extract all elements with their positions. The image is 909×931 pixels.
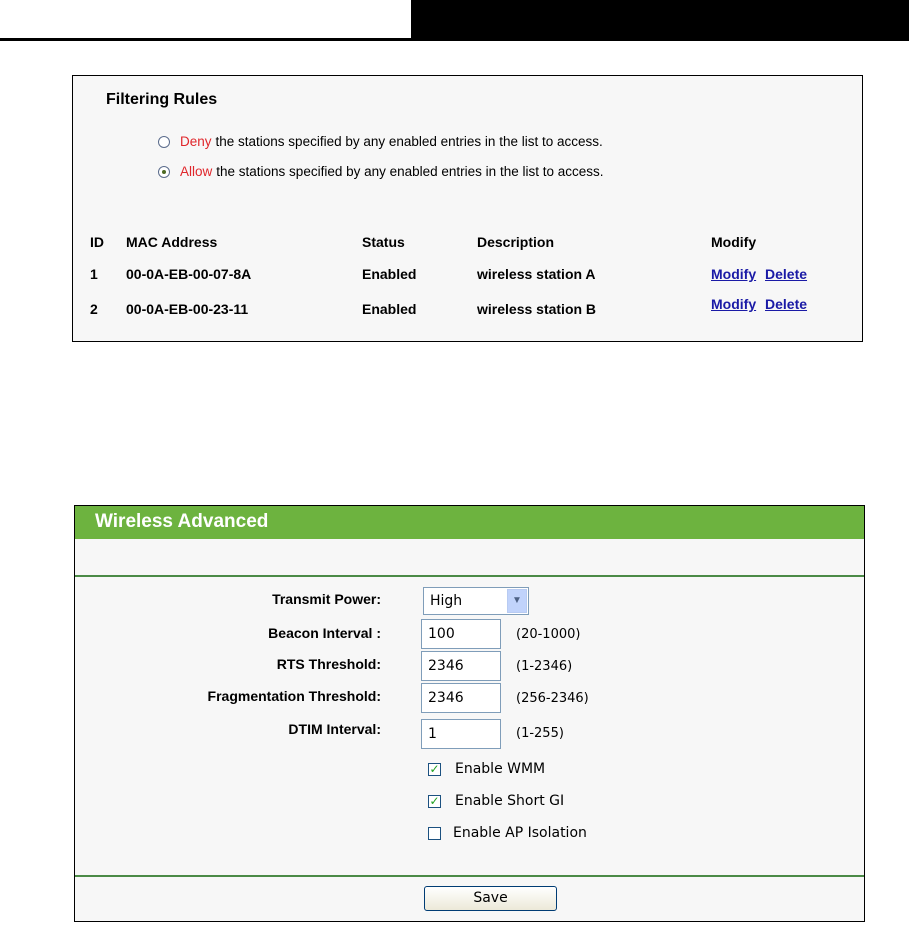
allow-radio[interactable] [158,166,170,178]
header-rule [0,38,909,41]
wireless-advanced-panel [74,505,865,922]
table-row-1-modify-link[interactable]: Modify [711,266,757,282]
check-icon: ✓ [429,761,440,776]
fragmentation-threshold-input[interactable]: 2346 [421,683,501,713]
fragmentation-threshold-label: Fragmentation Threshold: [207,688,381,704]
transmit-power-value: High [430,593,463,609]
enable-ap-isolation-option[interactable] [428,825,587,841]
table-row-2-status: Enabled [362,301,417,317]
allow-keyword: Allow [180,164,213,179]
table-row-1-delete-link[interactable]: Delete [765,266,808,282]
transmit-power-select[interactable] [423,587,529,615]
enable-short-gi-option[interactable] [428,793,564,809]
rts-threshold-input[interactable]: 2346 [421,651,501,681]
table-row-1-mac: 00-0A-EB-00-07-8A [126,266,252,282]
enable-short-gi-checkbox[interactable] [428,795,441,808]
panel-title: Wireless Advanced [95,511,269,532]
enable-short-gi-label: Enable Short GI [455,793,565,809]
save-button[interactable]: Save [424,886,557,911]
col-header-description: Description [477,234,555,250]
beacon-interval-label: Beacon Interval : [268,625,381,641]
col-header-mac: MAC Address [126,234,218,250]
table-row-2-delete-link[interactable]: Delete [765,296,808,312]
deny-keyword: Deny [180,134,212,149]
table-row-2-modify-link[interactable]: Modify [711,296,757,312]
check-icon: ✓ [429,793,440,808]
deny-option[interactable] [158,134,603,149]
dtim-interval-range: (1-255) [516,726,564,741]
rts-threshold-label: RTS Threshold: [276,656,381,672]
col-header-id: ID [90,234,104,250]
filtering-rules-title: Filtering Rules [106,91,218,108]
dtim-interval-label: DTIM Interval: [288,721,381,737]
header-bar-block [411,0,909,41]
table-row-1-status: Enabled [362,266,417,282]
enable-wmm-checkbox[interactable] [428,763,441,776]
fragmentation-threshold-range: (256-2346) [516,691,589,706]
top-divider [75,575,864,577]
allow-option[interactable] [158,164,604,179]
table-row-2-description: wireless station B [477,301,597,317]
transmit-power-label: Transmit Power: [272,591,381,607]
col-header-modify: Modify [711,234,757,250]
beacon-interval-range: (20-1000) [516,627,581,642]
enable-wmm-label: Enable WMM [455,761,546,777]
enable-ap-isolation-checkbox[interactable] [428,827,441,840]
table-row-1-id: 1 [90,266,98,282]
dtim-interval-input[interactable]: 1 [421,719,501,749]
table-row-2-mac: 00-0A-EB-00-23-11 [126,301,249,317]
panel-header [75,506,864,539]
bottom-divider [75,875,864,877]
col-header-status: Status [362,234,405,250]
filtering-rules-panel [72,75,863,342]
rts-threshold-range: (1-2346) [516,659,573,674]
beacon-interval-input[interactable]: 100 [421,619,501,649]
deny-radio[interactable] [158,136,170,148]
enable-wmm-option[interactable] [428,761,545,777]
deny-text: the stations specified by any enabled entries in the list to access. [215,134,603,149]
allow-text: the stations specified by any enabled entries in the list to access. [216,164,604,179]
table-row-2-id: 2 [90,301,98,317]
table-row-1-description: wireless station A [477,266,596,282]
chevron-down-icon[interactable]: ▼ [507,589,527,613]
enable-ap-isolation-label: Enable AP Isolation [453,825,587,841]
